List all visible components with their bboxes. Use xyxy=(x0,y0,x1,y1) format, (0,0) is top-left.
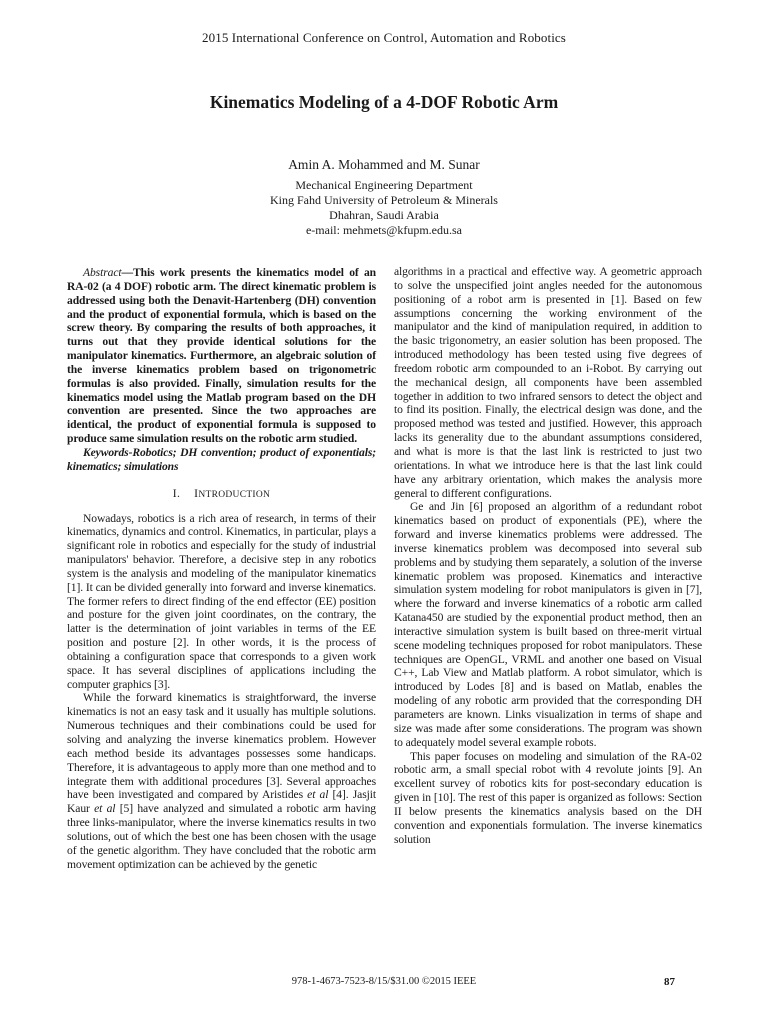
intro-paragraph-2-part-b: [4]. Jasjit Kaur xyxy=(67,788,376,816)
intro-paragraph-2 xyxy=(67,691,376,871)
affiliation-email: e-mail: mehmets@kfupm.edu.sa xyxy=(305,223,462,237)
intro-paragraph-2-part-a: While the forward kinematics is straightforward, the inverse kinematics is not an easy task and it usually has multiple solutions. Numerous techniques and their combinations could be used for solving and analyzing the inverse kinematics problem. However each method beside its advantages possesses some handicaps. Therefore, it is advantageous to apply more than one method and to integrate them with additional procedures [3]. Several approaches have been investigated and compared by Aristides xyxy=(67,691,376,802)
left-column xyxy=(67,266,376,871)
author-names: Amin A. Mohammed and M. Sunar xyxy=(288,157,480,172)
et-al-1: et al xyxy=(307,788,329,802)
conference-header: 2015 International Conference on Control, Automation and Robotics xyxy=(202,30,566,45)
intro-paragraph-1: Nowadays, robotics is a rich area of research, in terms of their kinematics, dynamics and control. Kinematics, in particular, plays a significant role in robotics and especially for the study of industrial manipulators' behavior. Therefore, a decisive step in any robotics system is the analysis and modeling of the manipulator kinematics [1]. It can be divided generally into forward and inverse kinematics. The former refers to direct finding of the end effector (EE) position and posture for the given joint coordinates, on the contrary, the latter is the determination of joint variables in terms of the EE position and posture [2]. In other words, it is the process of obtaining a configuration space that corresponds to a given work space. It has several disciplines of applications including the computer graphics [3]. xyxy=(67,511,376,691)
page-number: 87 xyxy=(664,976,675,988)
right-paragraph-2: Ge and Jin [6] proposed an algorithm of a redundant robot kinematics based on product of exponentials (PE), where the forward and inverse kinematics problems were addressed. The inverse kinematics problem was decomposed into several sub problems and by studying them separately, a solution of the inverse kinematic problem was proposed. Kinematics and interactive simulation system modeling for robot manipulators is given in [7], where the forward and inverse kinematics of a robotic arm called Katana450 are studied by the exponential product method, then an interactive simulation system is built based on three-merit virtual scene modeling techniques proposed for robot manipulators. These techniques are OpenGL, VRML and another one based on Visual C++, Lab View and Matlab platform. A robot simulator, which is introduced by Lodes [8] and is based on Matlab, enables the modeling of any robotic arm provided that the corresponding DH parameters are known. Links visualization in terms of shape and size was made after some considerations. The program was shown to adequately model several example robots. xyxy=(394,500,702,749)
abstract-label: Abstract xyxy=(83,266,122,279)
abstract-text: —This work presents the kinematics model of an RA-02 (a 4 DOF) robotic arm. The direct kinematic problem is addressed using both the Denavit-Hartenberg (DH) convention and the product of exponential formula, which is based on the screw theory. By comparing the results of both approaches, it turns out that they provide identical solutions for the manipulator kinematics. Furthermore, an algebraic solution of the inverse kinematics problem based on trigonometric formulas is also provided. Finally, simulation results for the kinematics model using the Matlab program based on the DH convention are presented. Since the two approaches are identical, the product of exponential formula is supposed to produce same simulation results on the robotic arm studied. xyxy=(67,266,376,446)
right-paragraph-3: This paper focuses on modeling and simulation of the RA-02 robotic arm, a small special robot with 4 revolute joints [9]. An excellent survey of robotics kits for post-secondary education is given in [10]. The rest of this paper is organized as follows: Section II below presents the kinematics analysis based on the DH convention and exponentials formulation. The inverse kinematics solution xyxy=(394,749,702,846)
et-al-2: et al xyxy=(94,802,116,816)
right-column xyxy=(394,265,702,846)
section-title-rest: NTRODUCTION xyxy=(198,489,271,500)
affiliation-university: King Fahd University of Petroleum & Minerals xyxy=(270,193,498,207)
author-affiliation xyxy=(0,178,768,238)
intro-paragraph-2-part-c: [5] have analyzed and simulated a robotic arm having three links-manipulator, where the inverse kinematics results in two solutions, out of which the best one has been chosen with the usage of the genetic algorithm. They have concluded that the robotic arm movement optimization can be achieved by the genetic xyxy=(67,802,376,871)
right-paragraph-1: algorithms in a practical and effective way. A geometric approach to solve the unspecified joint angles needed for the autonomous positioning of a robot arm is presented in [1]. Based on few assumptions concerning the working environment of the manipulator and the kind of manipulation required, in addition to the basic trigonometry, an easier solution has been proposed. The introduced methodology has been tested using five degrees of freedom robotic arm compounded to an i-Robot. By carrying out the mechanical design, all components have been assembled together in addition to two infrared sensors to detect the object and to find its position. Finally, the electrical design was done, and the proposed method was tested and justified. However, this approach lacks its generality due to the abundant assumptions considered, and what is more is that the last link is restricted to just two orientations. In what we introduce here is that the last link could have any arbitrary orientation, which makes the analysis more general to different configurations. xyxy=(394,265,702,500)
section-heading-introduction xyxy=(67,487,376,503)
keywords: Keywords-Robotics; DH convention; product of exponentials; kinematics; simulations xyxy=(67,445,376,473)
affiliation-department: Mechanical Engineering Department xyxy=(295,178,473,192)
section-number: I. xyxy=(172,486,181,500)
abstract xyxy=(67,266,376,446)
copyright-footer: 978-1-4673-7523-8/15/$31.00 ©2015 IEEE xyxy=(291,976,477,987)
section-title-initial: I xyxy=(194,486,199,500)
affiliation-location: Dhahran, Saudi Arabia xyxy=(329,208,439,222)
paper-title: Kinematics Modeling of a 4-DOF Robotic Arm xyxy=(209,92,559,112)
